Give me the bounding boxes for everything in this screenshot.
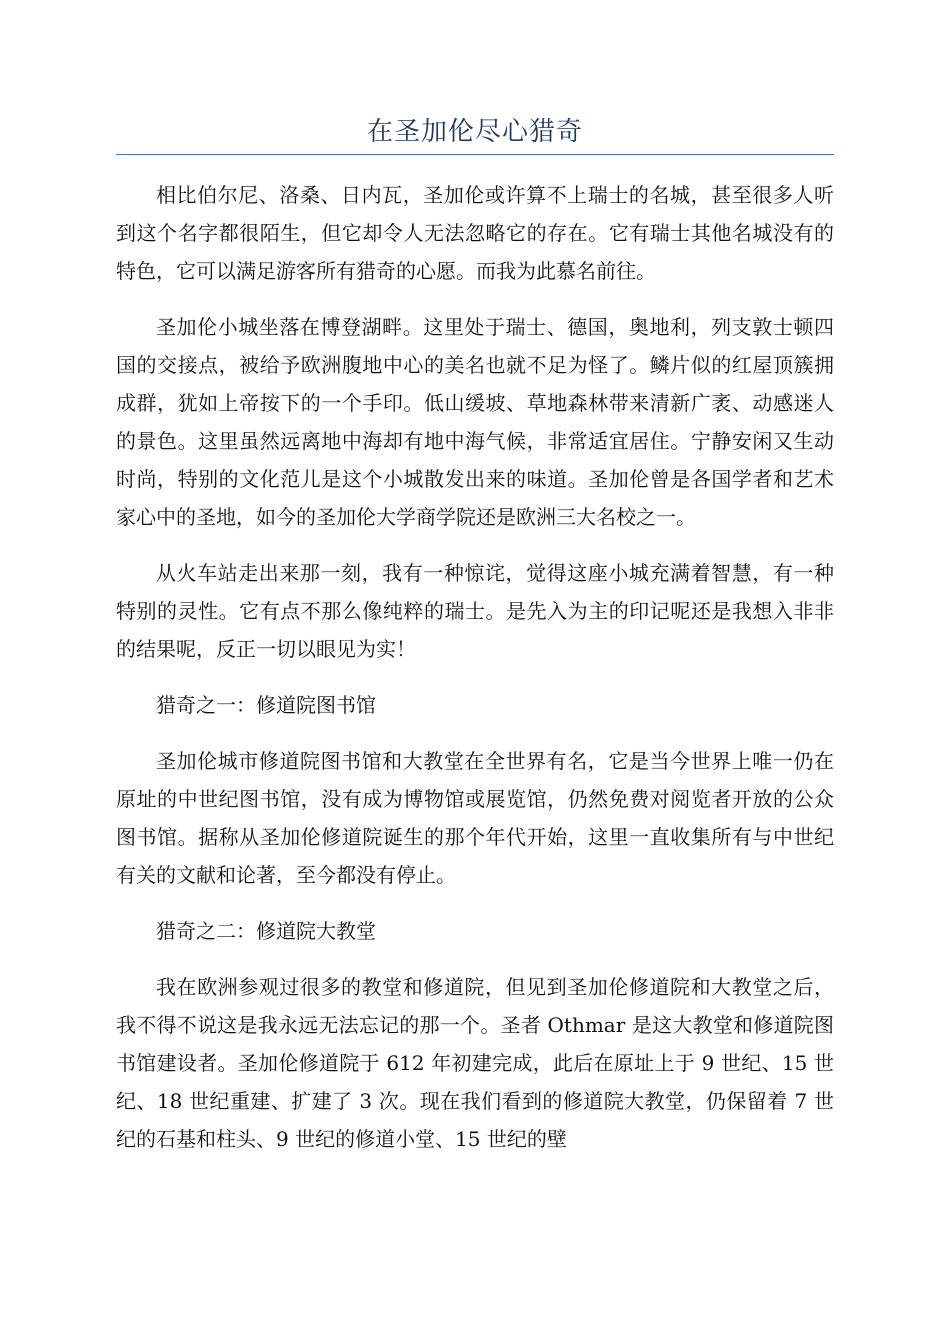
document-body (116, 176, 834, 1176)
paragraph-first-impression: 从火车站走出来那一刻，我有一种惊诧，觉得这座小城充满着智慧，有一种特别的灵性。它有点不那么像纯粹的瑞士。是先入为主的印记呢还是我想入非非的结果呢，反正一切以眼见为实！ (116, 561, 834, 661)
paragraph-cathedral: 我在欧洲参观过很多的教堂和修道院，但见到圣加伦修道院和大教堂之后，我不得不说这是我永远无法忘记的那一个。圣者 Othmar 是这大教堂和修道院图书馆建设者。圣加伦修道院于 612 年初建完成，此后在原址上于 9 世纪、15 世纪、18 世纪重建、扩建了 3 次。现在我们看到的修道院大教堂，仍保留着 7 世纪的石基和柱头、9 世纪的修道小堂、15 世纪的壁 (116, 975, 834, 1151)
section-heading-cathedral: 猎奇之二：修道院大教堂 (156, 919, 376, 943)
paragraph-city-description: 圣加伦小城坐落在博登湖畔。这里处于瑞士、德国，奥地利，列支敦士顿四国的交接点，被给予欧洲腹地中心的美名也就不足为怪了。鳞片似的红屋顶簇拥成群，犹如上帝按下的一个手印。低山缓坡、草地森林带来清新广袤、动感迷人的景色。这里虽然远离地中海却有地中海气候，非常适宜居住。宁静安闲又生动时尚，特别的文化范儿是这个小城散发出来的味道。圣加伦曾是各国学者和艺术家心中的圣地，如今的圣加伦大学商学院还是欧洲三大名校之一。 (116, 315, 834, 529)
title-block (116, 112, 834, 155)
section-heading-library: 猎奇之一：修道院图书馆 (156, 693, 376, 717)
document-title: 在圣加伦尽心猎奇 (366, 117, 583, 147)
paragraph-library: 圣加伦城市修道院图书馆和大教堂在全世界有名，它是当今世界上唯一仍在原址的中世纪图书馆，没有成为博物馆或展览馆，仍然免费对阅览者开放的公众图书馆。据称从圣加伦修道院诞生的那个年代开始，这里一直收集所有与中世纪有关的文献和论著，至今都没有停止。 (116, 749, 834, 887)
title-underline (116, 154, 834, 155)
paragraph-intro: 相比伯尔尼、洛桑、日内瓦，圣加伦或许算不上瑞士的名城，甚至很多人听到这个名字都很陌生，但它却令人无法忽略它的存在。它有瑞士其他名城没有的特色，它可以满足游客所有猎奇的心愿。而我为此慕名前往。 (116, 183, 834, 283)
